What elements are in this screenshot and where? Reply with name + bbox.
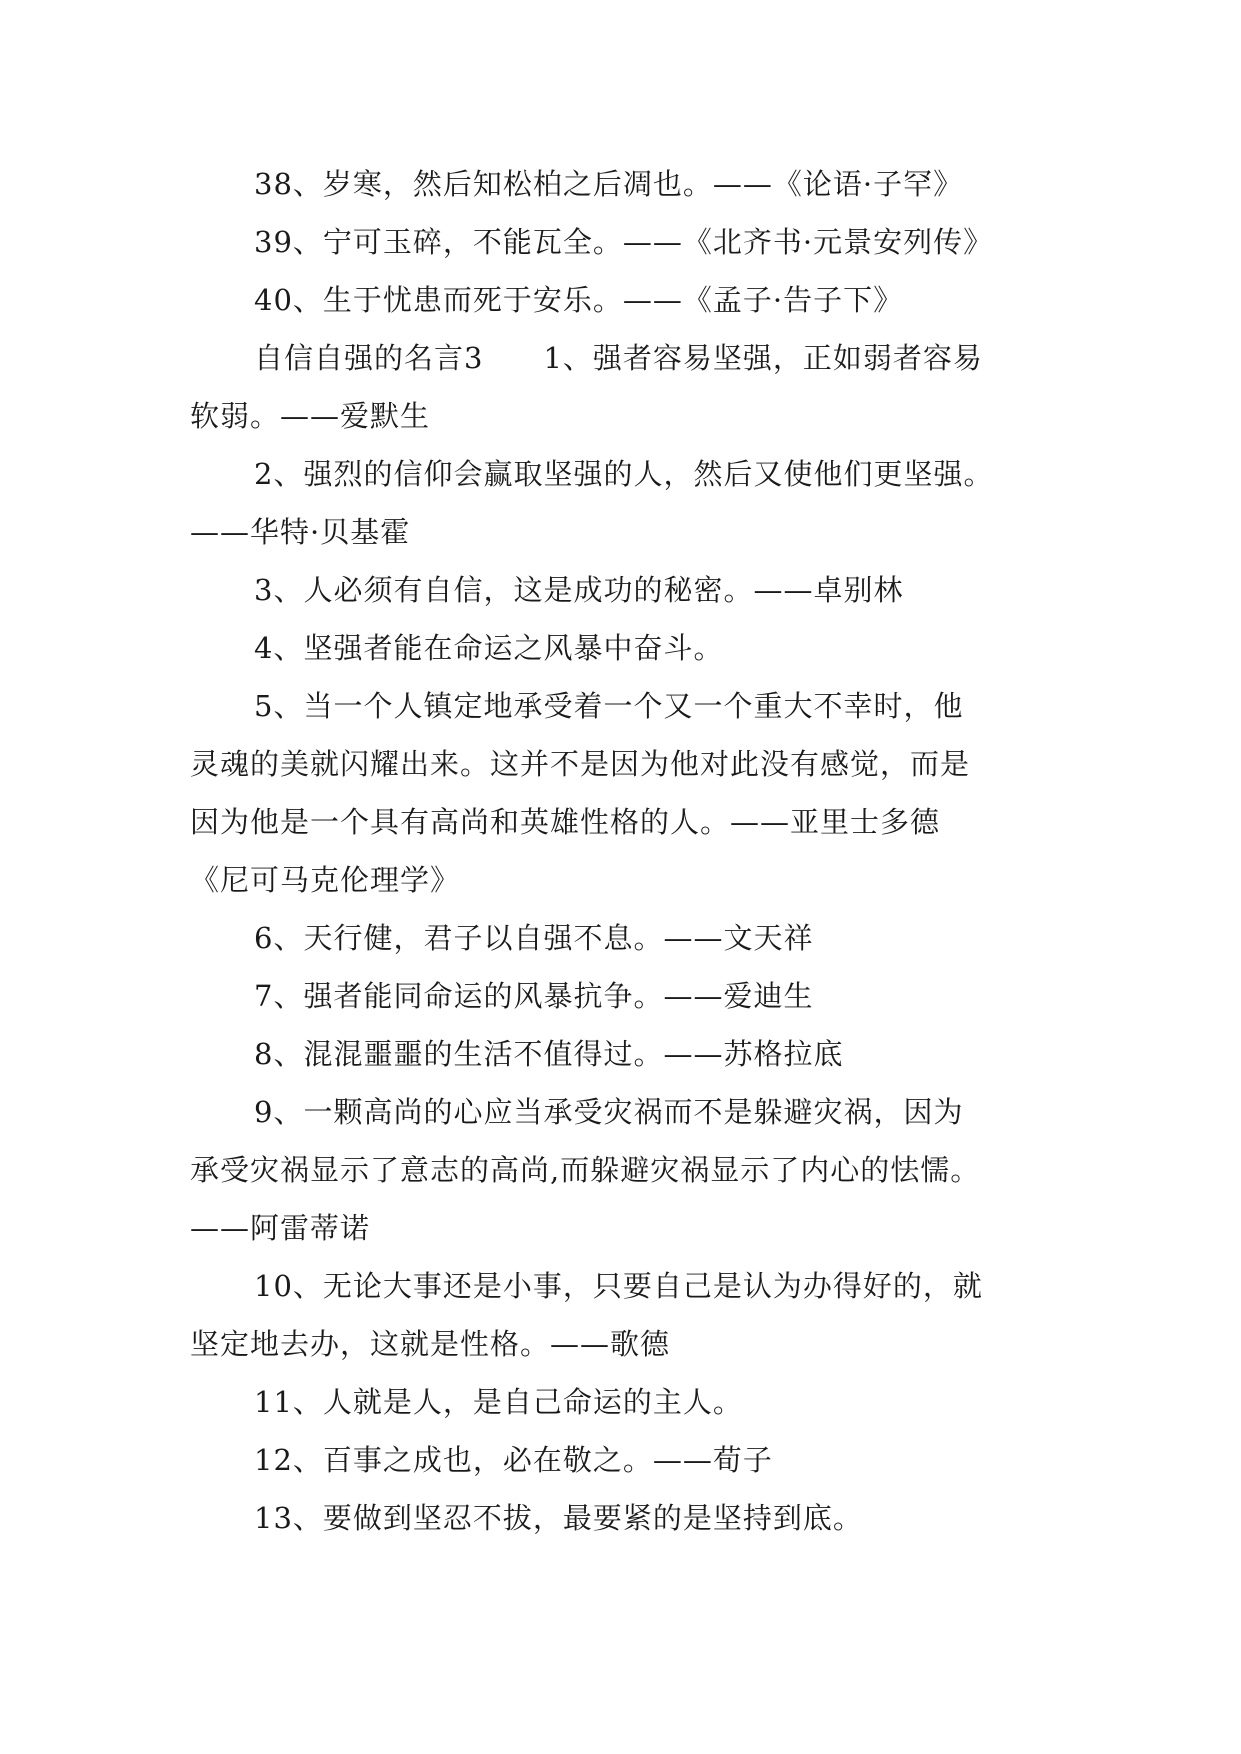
quote-9-continuation: 承受灾祸显示了意志的高尚,而躲避灾祸显示了内心的怯懦。 bbox=[190, 1153, 981, 1187]
quote-38: 38、岁寒，然后知松柏之后凋也。——《论语·子罕》 bbox=[254, 167, 964, 201]
quote-10: 10、无论大事还是小事，只要自己是认为办得好的，就 bbox=[254, 1269, 983, 1303]
quote-6: 6、天行健，君子以自强不息。——文天祥 bbox=[254, 921, 814, 955]
quote-13: 13、要做到坚忍不拔，最要紧的是坚持到底。 bbox=[254, 1501, 863, 1535]
quote-5: 5、当一个人镇定地承受着一个又一个重大不幸时，他 bbox=[254, 689, 964, 723]
quote-11: 11、人就是人，是自己命运的主人。 bbox=[254, 1385, 743, 1419]
quote-5-continuation-1: 灵魂的美就闪耀出来。这并不是因为他对此没有感觉，而是 bbox=[190, 747, 971, 781]
quote-5-continuation-2: 因为他是一个具有高尚和英雄性格的人。——亚里士多德 bbox=[190, 805, 941, 839]
quote-1-continuation: 软弱。——爱默生 bbox=[190, 399, 431, 433]
section-heading-line: 自信自强的名言3 1、强者容易坚强，正如弱者容易 bbox=[254, 341, 983, 375]
quote-40: 40、生于忧患而死于安乐。——《孟子·告子下》 bbox=[254, 283, 904, 317]
quote-10-continuation: 坚定地去办，这就是性格。——歌德 bbox=[190, 1327, 671, 1361]
quote-7: 7、强者能同命运的风暴抗争。——爱迪生 bbox=[254, 979, 814, 1013]
quote-12: 12、百事之成也，必在敬之。——荀子 bbox=[254, 1443, 773, 1477]
quote-9: 9、一颗高尚的心应当承受灾祸而不是躲避灾祸，因为 bbox=[254, 1095, 964, 1129]
quote-5-source: 《尼可马克伦理学》 bbox=[190, 863, 461, 897]
quote-39: 39、宁可玉碎，不能瓦全。——《北齐书·元景安列传》 bbox=[254, 225, 994, 259]
quote-4: 4、坚强者能在命运之风暴中奋斗。 bbox=[254, 631, 724, 665]
quote-8: 8、混混噩噩的生活不值得过。——苏格拉底 bbox=[254, 1037, 844, 1071]
document-body bbox=[190, 155, 1070, 1547]
quote-9-attribution: ——阿雷蒂诺 bbox=[190, 1211, 371, 1245]
quote-3: 3、人必须有自信，这是成功的秘密。——卓别林 bbox=[254, 573, 904, 607]
quote-2-attribution: ——华特·贝基霍 bbox=[190, 515, 411, 549]
quote-2: 2、强烈的信仰会赢取坚强的人，然后又使他们更坚强。 bbox=[254, 457, 994, 491]
